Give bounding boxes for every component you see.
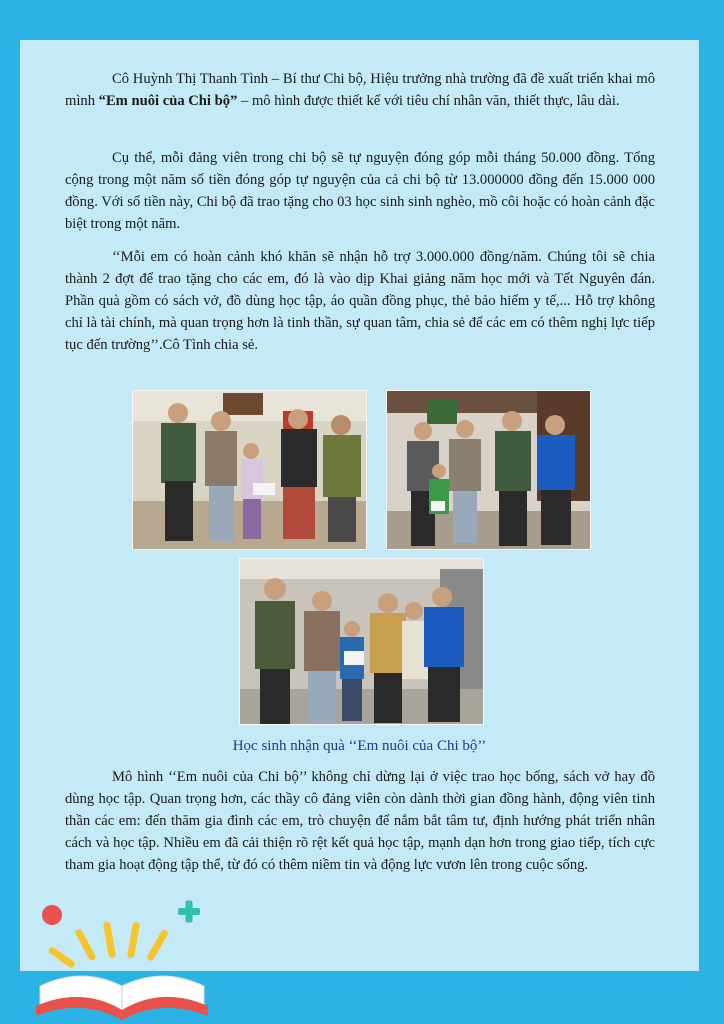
photo-1-illustration	[133, 391, 366, 549]
group-photo-2	[386, 390, 591, 550]
red-dot-decoration	[42, 905, 62, 925]
photo-caption: Học sinh nhận quà ‘‘Em nuôi của Chi bộ’’	[232, 738, 487, 754]
group-photo-1	[132, 390, 367, 550]
paragraph-2: Cụ thể, mỗi đảng viên trong chi bộ sẽ tự nguyện đóng góp mỗi tháng 50.000 đồng. Tổng cộng trong một năm số tiền đóng góp tự nguyện của cả chi bộ từ 13.000000 đồng đến 15.000 000 đồng. Với số tiền này, Chi bộ đã trao tặng cho 03 học sinh sinh nghèo, mồ côi hoặc có hoàn cảnh đặc biệt trong một năm.	[65, 150, 655, 232]
plus-sign-decoration	[178, 901, 200, 923]
paragraph-3: ‘‘Mỗi em có hoàn cảnh khó khăn sẽ nhận hỗ trợ 3.000.000 đồng/năm. Chúng tôi sẽ chia thành 2 đợt để trao tặng cho các em, đó là vào dịp Khai giảng năm học mới và Tết Nguyên đán. Phần quà gồm có sách vở, đồ dùng học tập, áo quần đồng phục, thẻ bảo hiểm y tế,... Hỗ trợ không chỉ là tài chính, mà quan trọng hơn là tinh thần, sự quan tâm, chia sẻ để các em có thêm nghị lực tiếp tục đến trường’’.Cô Tình chia sẻ.	[65, 249, 655, 353]
paragraph-1: Cô Huỳnh Thị Thanh Tình – Bí thư Chi bộ, Hiệu trưởng nhà trường đã đề xuất triển khai mô mình “Em nuôi của Chi bộ” – mô hình được thiết kế với tiêu chí nhân văn, thiết thực, lâu dài.	[65, 71, 655, 109]
photo-3-illustration	[240, 559, 483, 724]
paragraph-4: Mô hình ‘‘Em nuôi của Chi bộ’’ không chỉ dừng lại ở việc trao học bổng, sách vở hay đồ dùng học tập. Quan trọng hơn, các thầy cô đảng viên còn dành thời gian đồng hành, động viên tinh thần các em: đến thăm gia đình các em, trò chuyện để nắm bắt tâm tư, định hướng phát triển nhân cách và học tập. Nhiều em đã cải thiện rõ rệt kết quả học tập, mạnh dạn hơn trong giao tiếp, tích cực tham gia hoạt động tập thể, từ đó có thêm niềm tin và động lực vươn lên trong cuộc sống.	[65, 769, 655, 873]
photo-2-illustration	[387, 391, 590, 549]
group-photo-3	[239, 558, 484, 725]
open-book-illustration	[22, 898, 222, 1024]
model-name-bold: “Em nuôi của Chi bộ”	[98, 93, 238, 109]
